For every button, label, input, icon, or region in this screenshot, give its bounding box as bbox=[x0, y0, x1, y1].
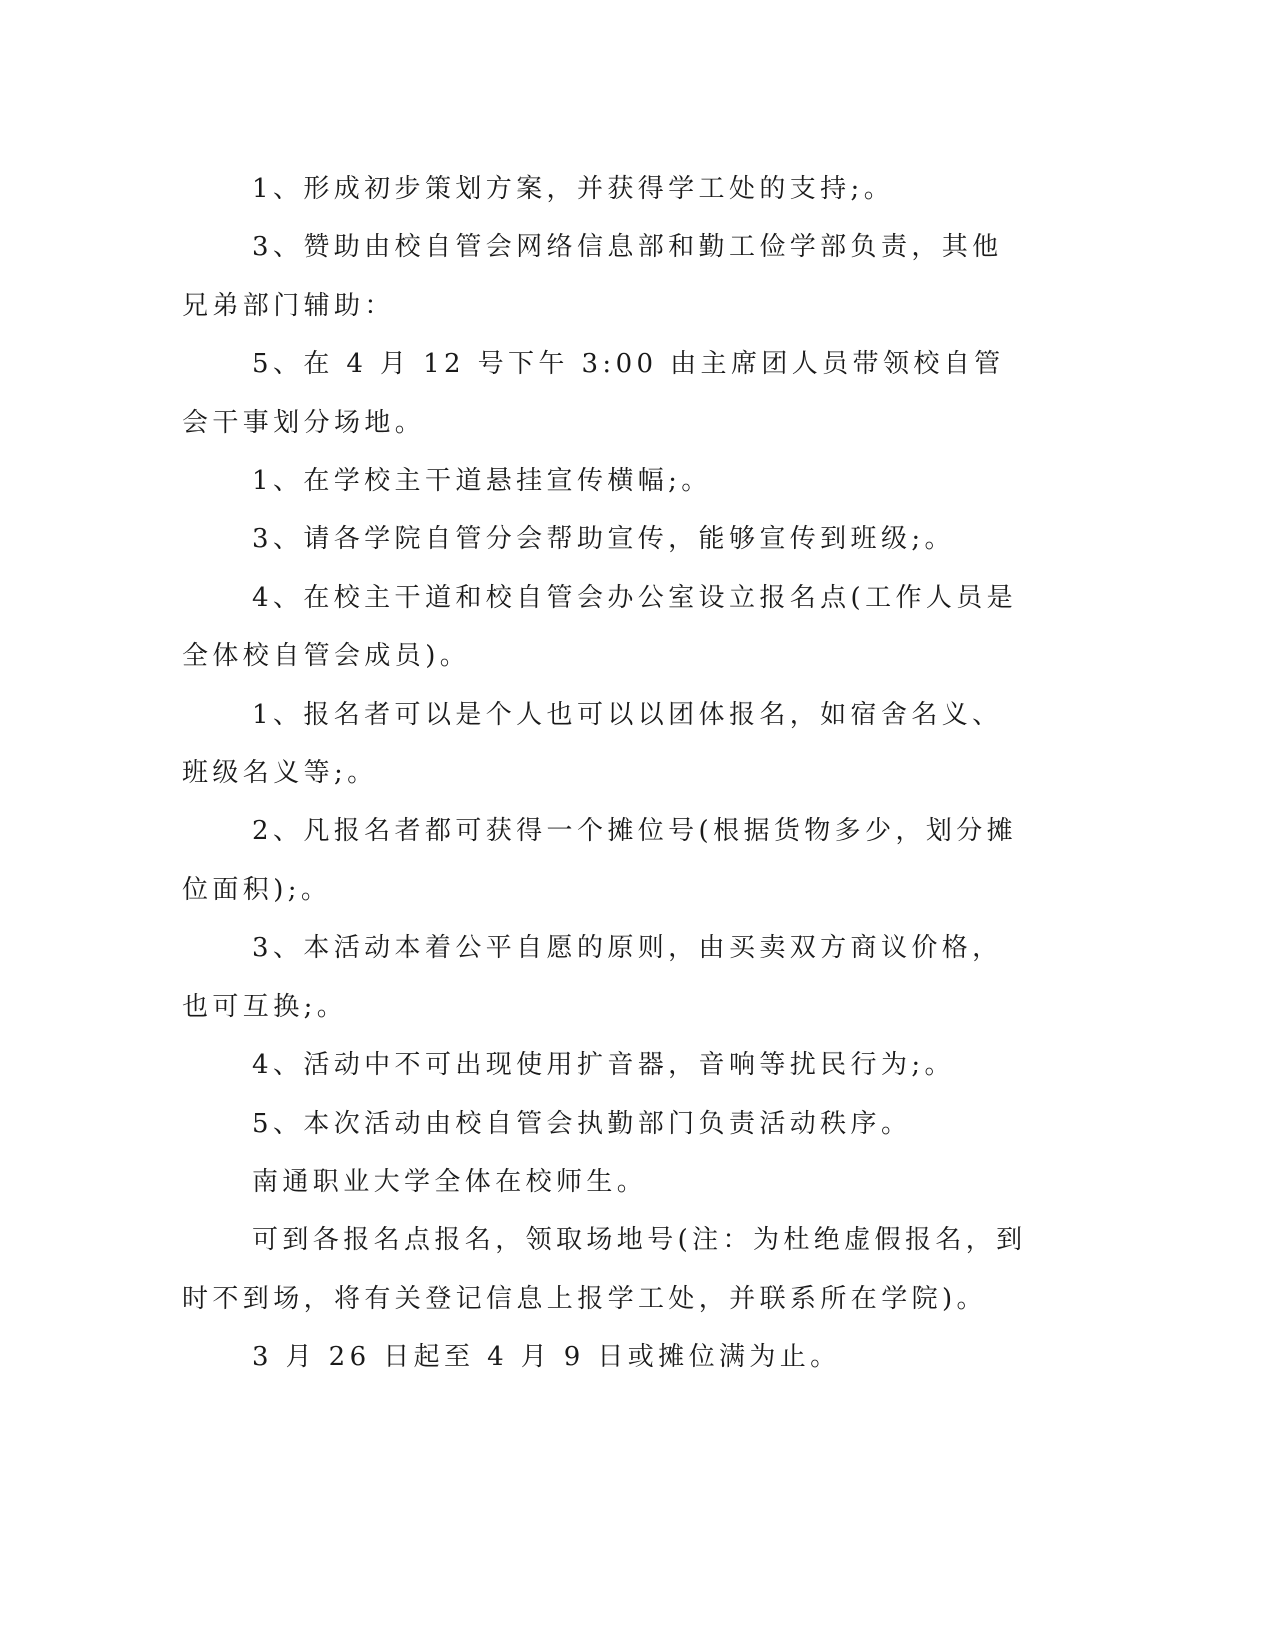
paragraph-7: 1、报名者可以是个人也可以以团体报名，如宿舍名义、班级名义等;。 bbox=[182, 699, 1003, 789]
paragraph-9: 3、本活动本着公平自愿的原则，由买卖双方商议价格，也可互换;。 bbox=[182, 933, 1003, 1022]
paragraph-3: 5、在 4 月 12 号下午 3:00 由主席团人员带领校自管会干事划分场地。 bbox=[182, 349, 1005, 438]
paragraph-5: 3、请各学院自管分会帮助宣传，能够宣传到班级;。 bbox=[252, 524, 955, 555]
paragraph-1: 1、形成初步策划方案，并获得学工处的支持;。 bbox=[252, 174, 895, 204]
document-body bbox=[182, 160, 1032, 1387]
paragraph-11: 5、本次活动由校自管会执勤部门负责活动秩序。 bbox=[252, 1108, 912, 1139]
paragraph-2: 3、赞助由校自管会网络信息部和勤工俭学部负责，其他兄弟部门辅助： bbox=[182, 232, 1003, 321]
paragraph-6: 4、在校主干道和校自管会办公室设立报名点(工作人员是全体校自管会成员)。 bbox=[182, 582, 1018, 672]
paragraph-10: 4、活动中不可出现使用扩音器，音响等扰民行为;。 bbox=[252, 1050, 955, 1081]
paragraph-4: 1、在学校主干道悬挂宣传横幅;。 bbox=[252, 466, 712, 497]
paragraph-8: 2、凡报名者都可获得一个摊位号(根据货物多少，划分摊位面积);。 bbox=[182, 816, 1018, 905]
paragraph-14: 3 月 26 日起至 4 月 9 日或摊位满为止。 bbox=[252, 1342, 841, 1373]
paragraph-13: 可到各报名点报名，领取场地号(注：为杜绝虚假报名，到时不到场，将有关登记信息上报学工处，并联系所在学院)。 bbox=[182, 1225, 1027, 1314]
paragraph-12: 南通职业大学全体在校师生。 bbox=[252, 1166, 648, 1197]
